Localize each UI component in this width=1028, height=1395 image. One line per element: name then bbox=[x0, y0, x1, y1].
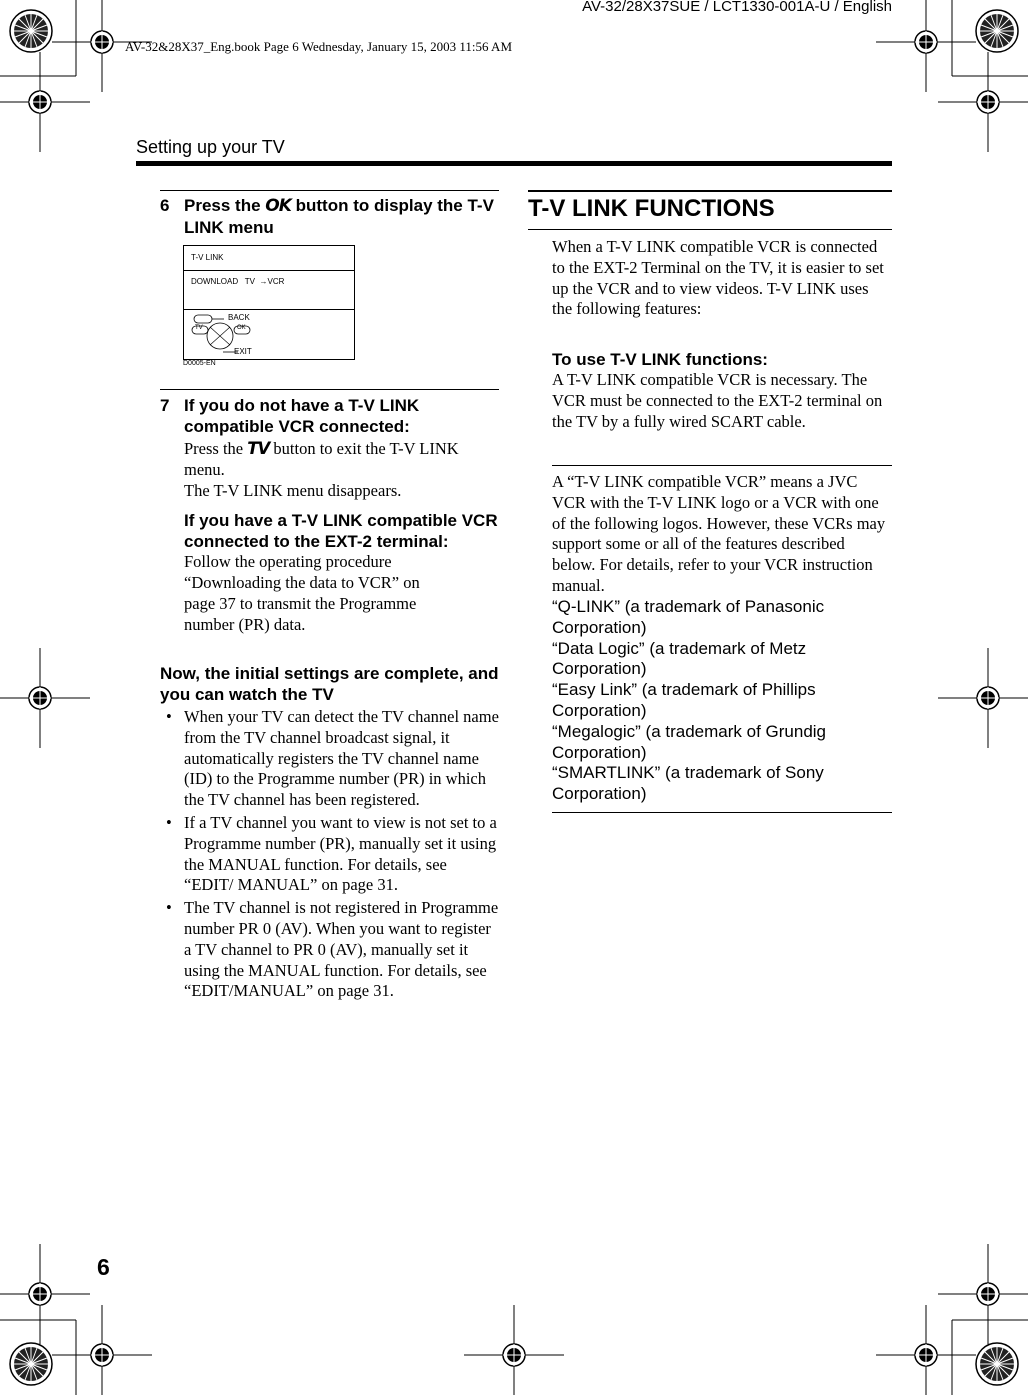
step7-number: 7 bbox=[160, 396, 170, 415]
functions-title: T-V LINK FUNCTIONS bbox=[528, 195, 775, 222]
step7-disappears: The T-V LINK menu disappears. bbox=[184, 480, 402, 500]
list-item: • If a TV channel you want to view is not set to a Programme number (PR), manually set it using the MANUAL function. For details, see “EDIT/ MANUAL” on page 31. bbox=[166, 812, 497, 895]
note-rule bbox=[552, 465, 892, 466]
ok-button-glyph: OK bbox=[265, 196, 291, 216]
list-item: • When your TV can detect the TV channel name from the TV channel broadcast signal, it automatically registers the TV channel name (ID) to the Programme number (PR) in which the TV channel has been registered. bbox=[166, 707, 499, 810]
osd-tv-label: TV bbox=[244, 277, 256, 286]
step6-rule bbox=[160, 190, 499, 191]
osd-vcr-label: VCR bbox=[267, 277, 285, 286]
osd-title: T-V LINK bbox=[191, 253, 224, 262]
functions-top-rule bbox=[528, 190, 892, 192]
book-info-line: AV-32&28X37_Eng.book Page 6 Wednesday, January 15, 2003 11:56 AM bbox=[125, 39, 513, 54]
step6-text-before: Press the bbox=[184, 196, 266, 215]
header-rule bbox=[136, 161, 892, 166]
use-text: A T-V LINK compatible VCR is necessary. The VCR must be connected to the EXT-2 terminal on the TV by a fully wired SCART cable. bbox=[552, 370, 883, 431]
illustration-code: D0005-EN bbox=[183, 360, 216, 367]
list-item: “Data Logic” (a trademark of Metz Corporation) bbox=[552, 638, 807, 679]
functions-title-rule bbox=[528, 229, 892, 230]
arrow-right-icon: → bbox=[259, 277, 268, 286]
list-item: “Megalogic” (a trademark of Grundig Corporation) bbox=[552, 721, 827, 762]
step6 bbox=[160, 195, 499, 238]
osd-ok-key: OK bbox=[237, 325, 246, 331]
trademark-list bbox=[552, 597, 872, 805]
list-item: “Easy Link” (a trademark of Phillips Corporation) bbox=[552, 680, 816, 720]
compatible-note: A “T-V LINK compatible VCR” means a JVC VCR with the T-V LINK logo or a VCR with one of the following logos. However, these VCRs may support some or all of the features described below. For details, refer to your VCR instruction manual. bbox=[552, 472, 886, 595]
step7-press-after: button to exit the T-V LINK menu. bbox=[184, 439, 459, 479]
step6-number: 6 bbox=[160, 196, 170, 215]
osd-download-label: DOWNLOAD bbox=[191, 277, 239, 286]
complete-heading: Now, the initial settings are complete, and you can watch the TV bbox=[160, 664, 499, 704]
osd-exit-label: EXIT bbox=[234, 347, 252, 356]
step7 bbox=[160, 395, 499, 636]
step7-subtitle: If you have a T-V LINK compatible VCR connected to the EXT-2 terminal: bbox=[184, 511, 498, 552]
section-title: Setting up your TV bbox=[136, 137, 285, 157]
list-item: • The TV channel is not registered in Programme number PR 0 (AV). When you want to register a TV channel to PR 0 (AV), manually set it using the MANUAL function. For details, see “EDIT/MANUAL” on page 31. bbox=[166, 898, 499, 1001]
page-number: 6 bbox=[97, 1254, 110, 1280]
notes-list bbox=[160, 707, 500, 1002]
osd-download-row bbox=[191, 277, 284, 286]
step7-rule bbox=[160, 389, 499, 390]
document-code: AV-32/28X37SUE / LCT1330-001A-U / English bbox=[582, 0, 892, 15]
osd-back-label: BACK bbox=[228, 313, 250, 322]
step6-text-after: button to display the T-V LINK menu bbox=[184, 196, 494, 237]
use-heading: To use T-V LINK functions: bbox=[552, 350, 768, 369]
step7-title: If you do not have a T-V LINK compatible VCR connected: bbox=[184, 396, 420, 436]
tv-link-menu-illustration bbox=[183, 245, 355, 360]
list-item: “SMARTLINK” (a trademark of Sony Corporation) bbox=[552, 763, 824, 804]
tv-button-glyph: TV bbox=[247, 439, 270, 458]
trademark-bottom-rule bbox=[552, 812, 892, 813]
osd-tv-key: TV bbox=[195, 325, 203, 331]
functions-intro: When a T-V LINK compatible VCR is connected to the EXT-2 Terminal on the TV, it is easier to set up the VCR and to view videos. T-V LINK uses the following features: bbox=[552, 237, 884, 319]
step7-press-before: Press the bbox=[184, 439, 248, 458]
step7-procedure: Follow the operating procedure “Downloading the data to VCR” on page 37 to transmit the Programme number (PR) data. bbox=[184, 552, 420, 634]
list-item: “Q-LINK” (a trademark of Panasonic Corporation) bbox=[552, 597, 825, 637]
